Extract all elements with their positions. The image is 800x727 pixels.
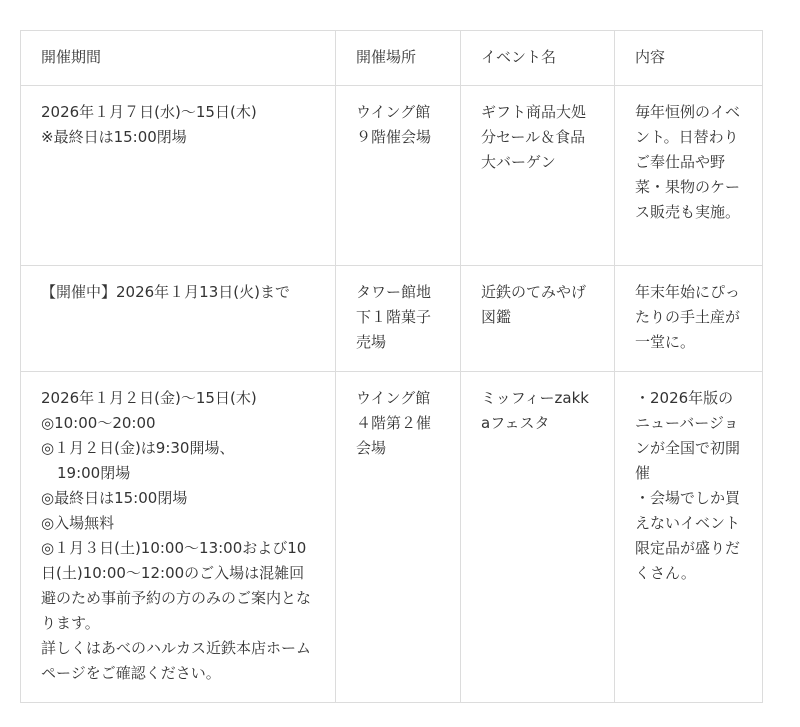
header-event-name: イベント名 — [461, 31, 615, 86]
venue-cell: ウイング館４階第２催会場 — [336, 372, 461, 703]
period-cell — [21, 86, 336, 266]
venue-cell: タワー館地下１階菓子売場 — [336, 266, 461, 372]
period-cell — [21, 372, 336, 703]
header-content: 内容 — [615, 31, 763, 86]
period-opening-day-note: ◎１月２日(金)は9:30開場、 — [41, 439, 235, 457]
period-dates: 2026年１月７日(水)〜15日(木) — [41, 103, 257, 121]
period-cell — [21, 266, 336, 372]
content-cell — [615, 372, 763, 703]
events-table — [20, 30, 763, 703]
period-opening-day-close: 19:00閉場 — [57, 464, 131, 482]
period-dates: 2026年１月２日(金)〜15日(木) — [41, 389, 257, 407]
period-website-note: 詳しくはあべのハルカス近鉄本店ホームページをご確認ください。 — [41, 639, 312, 682]
content-cell: 毎年恒例のイベント。日替わりご奉仕品や野菜・果物のケース販売も実施。 — [615, 86, 763, 266]
period-hours: ◎10:00〜20:00 — [41, 414, 156, 432]
event-name-cell: ミッフィーzakkaフェスタ — [461, 372, 615, 703]
header-period: 開催期間 — [21, 31, 336, 86]
period-admission-note: ◎入場無料 — [41, 514, 115, 532]
period-dates: 【開催中】2026年１月13日(火)まで — [41, 283, 290, 301]
event-name-cell: 近鉄のてみやげ図鑑 — [461, 266, 615, 372]
period-last-day-note: ◎最終日は15:00閉場 — [41, 489, 188, 507]
table-row — [21, 266, 763, 372]
content-bullet: ・会場でしか買えないイベント限定品が盛りだくさん。 — [635, 489, 741, 582]
content-cell: 年末年始にぴったりの手土産が一堂に。 — [615, 266, 763, 372]
period-reservation-note: ◎１月３日(土)10:00〜13:00および10日(土)10:00〜12:00のご入場は混雑回避のため事前予約の方のみのご案内となります。 — [41, 539, 312, 632]
header-row — [21, 31, 763, 86]
venue-cell: ウイング館９階催会場 — [336, 86, 461, 266]
table-row — [21, 86, 763, 266]
header-venue: 開催場所 — [336, 31, 461, 86]
content-bullet: ・2026年版のニューバージョンが全国で初開催 — [635, 389, 741, 482]
period-note: ※最終日は15:00閉場 — [41, 128, 187, 146]
table-row — [21, 372, 763, 703]
event-name-cell: ギフト商品大処分セール＆食品大バーゲン — [461, 86, 615, 266]
